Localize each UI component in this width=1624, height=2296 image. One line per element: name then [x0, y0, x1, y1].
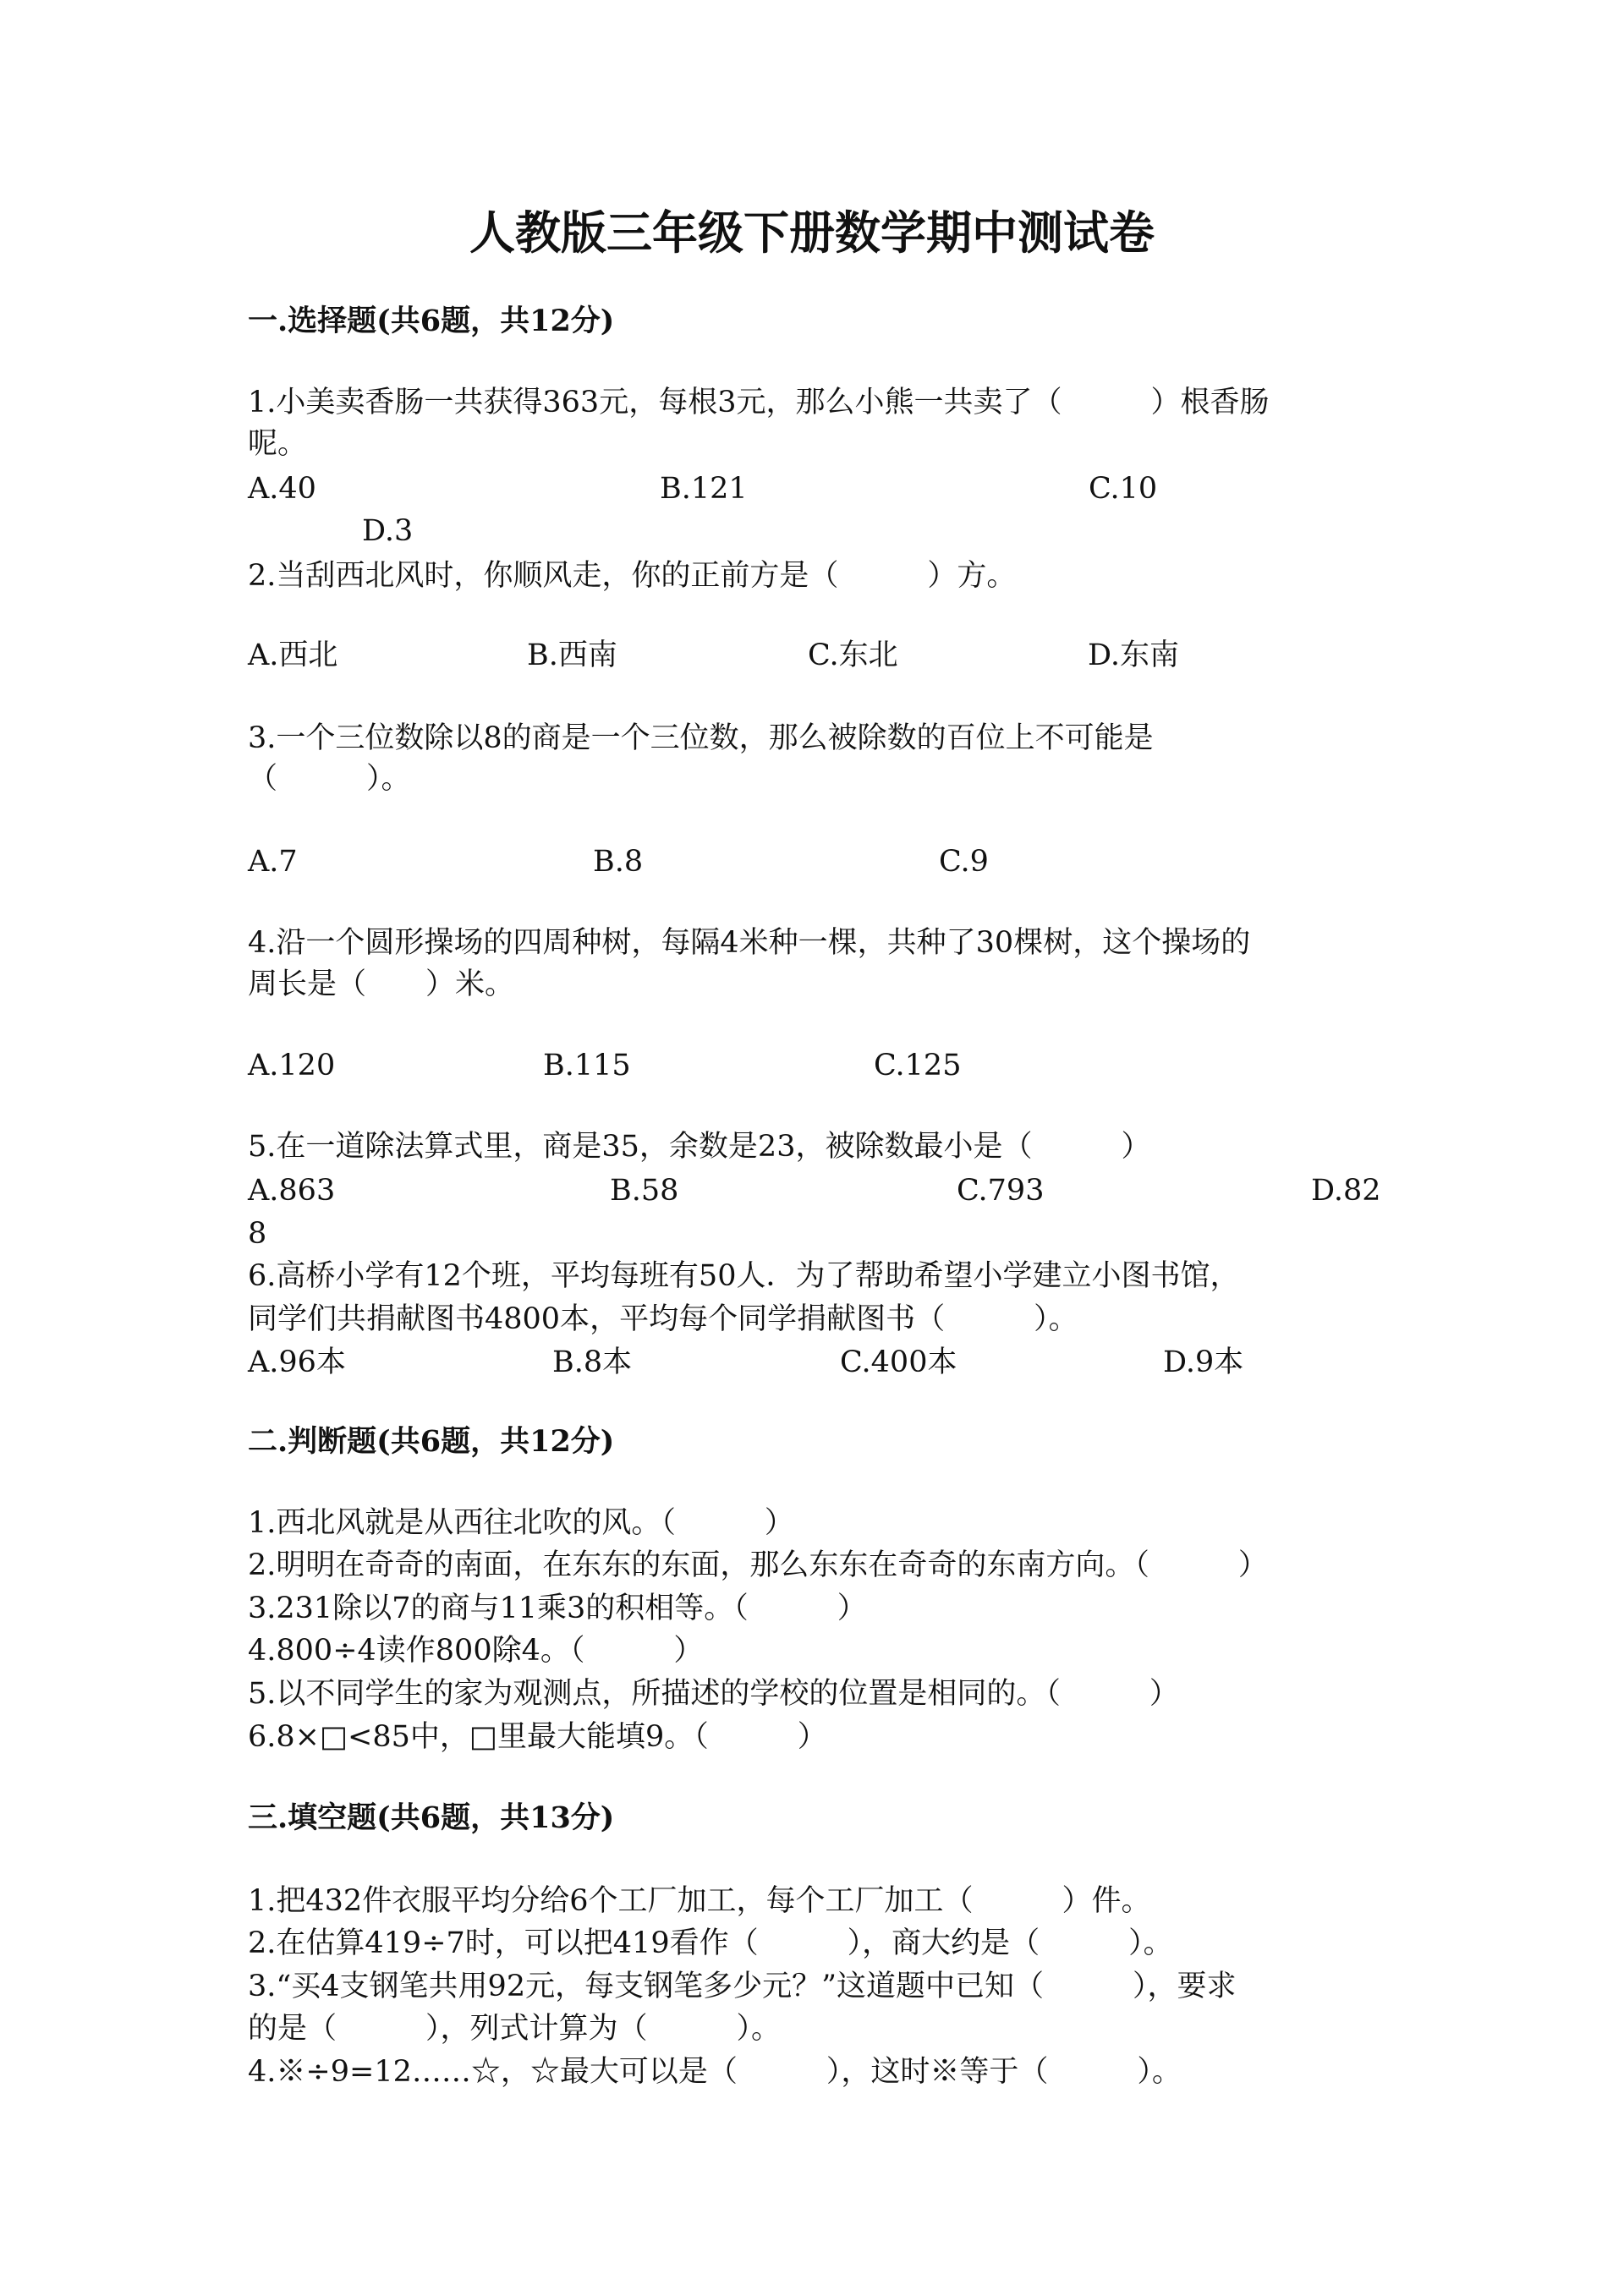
option-c: C.125 — [874, 1049, 962, 1082]
question-4-text-cont: 周长是（ ）米。 — [248, 967, 515, 1001]
option-d: D.9本 — [1163, 1345, 1244, 1379]
fill-blank-item: 4.※÷9=12……☆，☆最大可以是（ ），这时※等于（ ）。 — [248, 2055, 1182, 2089]
option-b: B.8本 — [552, 1345, 633, 1379]
page-title: 人教版三年级下册数学期中测试卷 — [469, 205, 1155, 260]
option-c: C.9 — [939, 845, 989, 879]
section-heading-choice: 一.选择题(共6题，共12分) — [248, 304, 615, 338]
fill-blank-item: 2.在估算419÷7时，可以把419看作（ ），商大约是（ ）。 — [248, 1926, 1173, 1960]
option-b: B.121 — [660, 472, 748, 506]
option-a: A.863 — [248, 1174, 336, 1208]
section-heading-judgement: 二.判断题(共6题，共12分) — [248, 1424, 615, 1459]
question-5-text: 5.在一道除法算式里，商是35，余数是23，被除数最小是（ ） — [248, 1130, 1151, 1164]
question-3-text: 3.一个三位数除以8的商是一个三位数，那么被除数的百位上不可能是 — [248, 721, 1154, 755]
option-a: A.7 — [248, 845, 298, 879]
option-a: A.96本 — [248, 1345, 346, 1379]
question-3-text-cont: （ ）。 — [248, 762, 411, 796]
option-d: D.3 — [362, 514, 414, 548]
option-a: A.西北 — [248, 638, 338, 672]
option-b: B.58 — [610, 1174, 679, 1208]
option-b: B.西南 — [527, 638, 617, 672]
fill-blank-item: 1.把432件衣服平均分给6个工厂加工，每个工厂加工（ ）件。 — [248, 1884, 1151, 1918]
question-6-text-cont: 同学们共捐献图书4800本，平均每个同学捐献图书（ ）。 — [248, 1302, 1078, 1336]
question-1-text-cont: 呢。 — [248, 427, 308, 461]
option-c: C.793 — [957, 1174, 1045, 1208]
question-1-text: 1.小美卖香肠一共获得363元，每根3元，那么小熊一共卖了（ ）根香肠 — [248, 386, 1270, 419]
fill-blank-item: 3.“买4支钢笔共用92元，每支钢笔多少元？”这道题中已知（ ），要求 — [248, 1970, 1237, 2003]
judgement-item: 2.明明在奇奇的南面，在东东的东面，那么东东在奇奇的东南方向。（ ） — [248, 1548, 1268, 1582]
judgement-item: 6.8×□<85中，□里最大能填9。（ ） — [248, 1720, 827, 1754]
question-2-text: 2.当刮西北风时，你顺风走，你的正前方是（ ）方。 — [248, 559, 1017, 593]
option-a: A.120 — [248, 1049, 336, 1082]
judgement-item: 4.800÷4读作800除4。（ ） — [248, 1634, 704, 1668]
judgement-item: 5.以不同学生的家为观测点，所描述的学校的位置是相同的。（ ） — [248, 1677, 1179, 1711]
judgement-item: 1.西北风就是从西往北吹的风。（ ） — [248, 1506, 794, 1540]
option-a: A.40 — [248, 472, 316, 506]
option-c: C.10 — [1089, 472, 1158, 506]
question-6-text: 6.高桥小学有12个班，平均每班有50人．为了帮助希望小学建立小图书馆， — [248, 1259, 1240, 1293]
option-d-wrap: 8 — [248, 1217, 267, 1251]
question-4-text: 4.沿一个圆形操场的四周种树，每隔4米种一棵，共种了30棵树，这个操场的 — [248, 926, 1251, 960]
option-b: B.115 — [543, 1049, 631, 1082]
option-c: C.400本 — [840, 1345, 957, 1379]
section-heading-fill-blank: 三.填空题(共6题，共13分) — [248, 1800, 615, 1835]
option-d: D.东南 — [1088, 638, 1179, 672]
judgement-item: 3.231除以7的商与11乘3的积相等。（ ） — [248, 1592, 867, 1625]
option-d: D.82 — [1311, 1174, 1381, 1208]
option-c: C.东北 — [808, 638, 898, 672]
option-b: B.8 — [593, 845, 644, 879]
fill-blank-item-cont: 的是（ ），列式计算为（ ）。 — [248, 2012, 782, 2046]
